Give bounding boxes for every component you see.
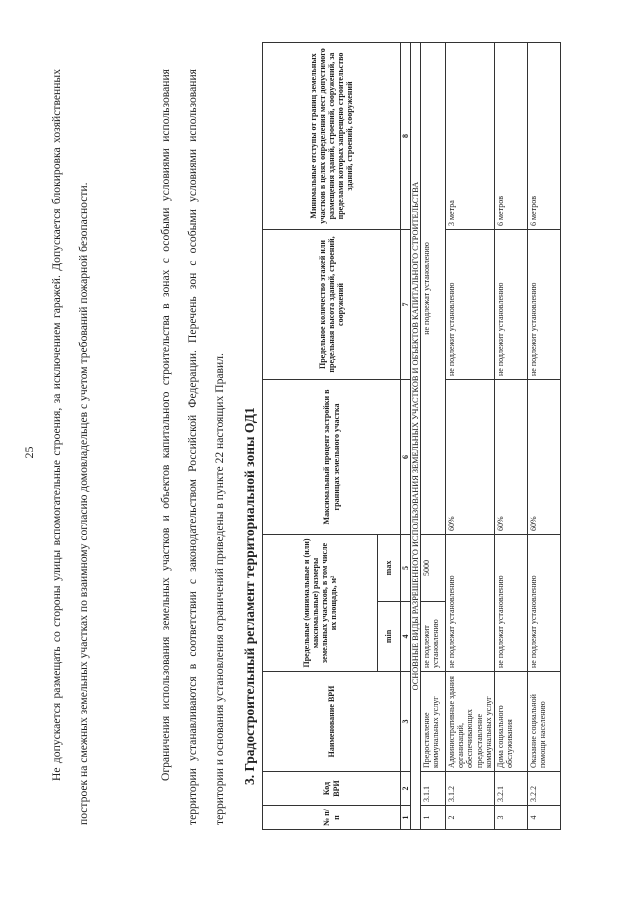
header-size-min: min xyxy=(378,602,401,672)
cell-floors: не подлежат установлению xyxy=(421,43,446,535)
cell-number: 3 xyxy=(494,806,527,830)
column-number: 2 xyxy=(401,772,411,806)
section-title: 3. Градостроительный регламент территориальной зоны ОД1 xyxy=(242,407,257,785)
paragraph-text: Не допускается размещать со стороны улицы вспомогательные строения, за исключением гаражей. Допускается блокировка хозяйственных построек на смежных земельных участках по взаимному согласию домовладельцев с учетом требований пожарной безопасности. xyxy=(50,69,90,825)
cell-code: 3.2.1 xyxy=(494,772,527,806)
column-number: 1 xyxy=(401,806,411,830)
cell-max: 5000 xyxy=(421,535,446,602)
section-heading: ОСНОВНЫЕ ВИДЫ РАЗРЕШЕННОГО ИСПОЛЬЗОВАНИЯ ЗЕМЕЛЬНЫХ УЧАСТКОВ И ОБЪЕКТОВ КАПИТАЛЬНОГО СТРОИТЕЛЬСТВА xyxy=(411,43,421,830)
header-floors: Предельное количество этажей или предельная высота зданий, строений, сооружений xyxy=(263,230,401,380)
cell-percent: 60% xyxy=(446,380,495,535)
column-number-row xyxy=(401,43,411,830)
column-number: 4 xyxy=(401,602,411,672)
cell-size: не подлежат установлению xyxy=(446,535,495,672)
cell-percent: 60% xyxy=(494,380,527,535)
cell-name: Административные здания организаций, обеспечивающих предоставление коммунальных услуг xyxy=(446,672,495,772)
table-row xyxy=(494,43,527,830)
cell-setback: 3 метра xyxy=(446,43,495,230)
cell-name: Оказание социальной помощи населению xyxy=(527,672,560,772)
cell-floors: не подлежит установлению xyxy=(527,230,560,380)
section-row xyxy=(411,43,421,830)
table-row xyxy=(446,43,495,830)
header-number: № п/п xyxy=(263,806,401,830)
paragraph-text: Ограничения использования земельных участков и объектов капитального строительства в зонах с особыми условиями использования территории устанавливаются в соответствии с законодательством Российской Федерации. Перечень зон с особыми условиями использования территории и основания установления ограничений приведены в пункте 22 настоящих Правил. xyxy=(159,69,226,825)
cell-code: 3.1.1 xyxy=(421,772,446,806)
header-size: Предельные (минимальные и (или) максимальные) размеры земельных участков, в том числе их площадь, м² xyxy=(263,535,378,672)
header-code: Код ВРИ xyxy=(263,772,401,806)
header-size-max: max xyxy=(378,535,401,602)
column-number: 6 xyxy=(401,380,411,535)
header-setback: Минимальные отступы от границ земельных участков в целях определения мест допустимого размещения зданий, строений, сооружений, за пределами которых запрещено строительство зданий, строений, сооружений xyxy=(263,43,401,230)
table-row xyxy=(421,43,446,830)
cell-number: 2 xyxy=(446,806,495,830)
cell-code: 3.1.2 xyxy=(446,772,495,806)
cell-floors: не подлежит установлению xyxy=(494,230,527,380)
cell-setback: 6 метров xyxy=(494,43,527,230)
cell-setback: 6 метров xyxy=(527,43,560,230)
cell-size: не подлежат установлению xyxy=(527,535,560,672)
cell-name: Предоставление коммунальных услуг xyxy=(421,672,446,772)
table-row xyxy=(527,43,560,830)
header-name: Наименование ВРИ xyxy=(263,672,401,772)
column-number: 5 xyxy=(401,535,411,602)
column-number: 3 xyxy=(401,672,411,772)
page-number: 25 xyxy=(22,446,36,459)
cell-name: Дома социального обслуживания xyxy=(494,672,527,772)
cell-number: 1 xyxy=(421,806,446,830)
header-percent: Максимальный процент застройки в границах земельного участка xyxy=(263,380,401,535)
cell-number: 4 xyxy=(527,806,560,830)
cell-floors: не подлежит установлению xyxy=(446,230,495,380)
column-number: 7 xyxy=(401,230,411,380)
paragraph-garages xyxy=(43,69,97,825)
cell-size: не подлежат установлению xyxy=(494,535,527,672)
column-number: 8 xyxy=(401,43,411,230)
zone-regulation-table xyxy=(262,42,561,830)
cell-min: не подлежит установлению xyxy=(421,602,446,672)
paragraph-restrictions xyxy=(152,69,233,825)
cell-percent: 60% xyxy=(527,380,560,535)
cell-code: 3.2.2 xyxy=(527,772,560,806)
